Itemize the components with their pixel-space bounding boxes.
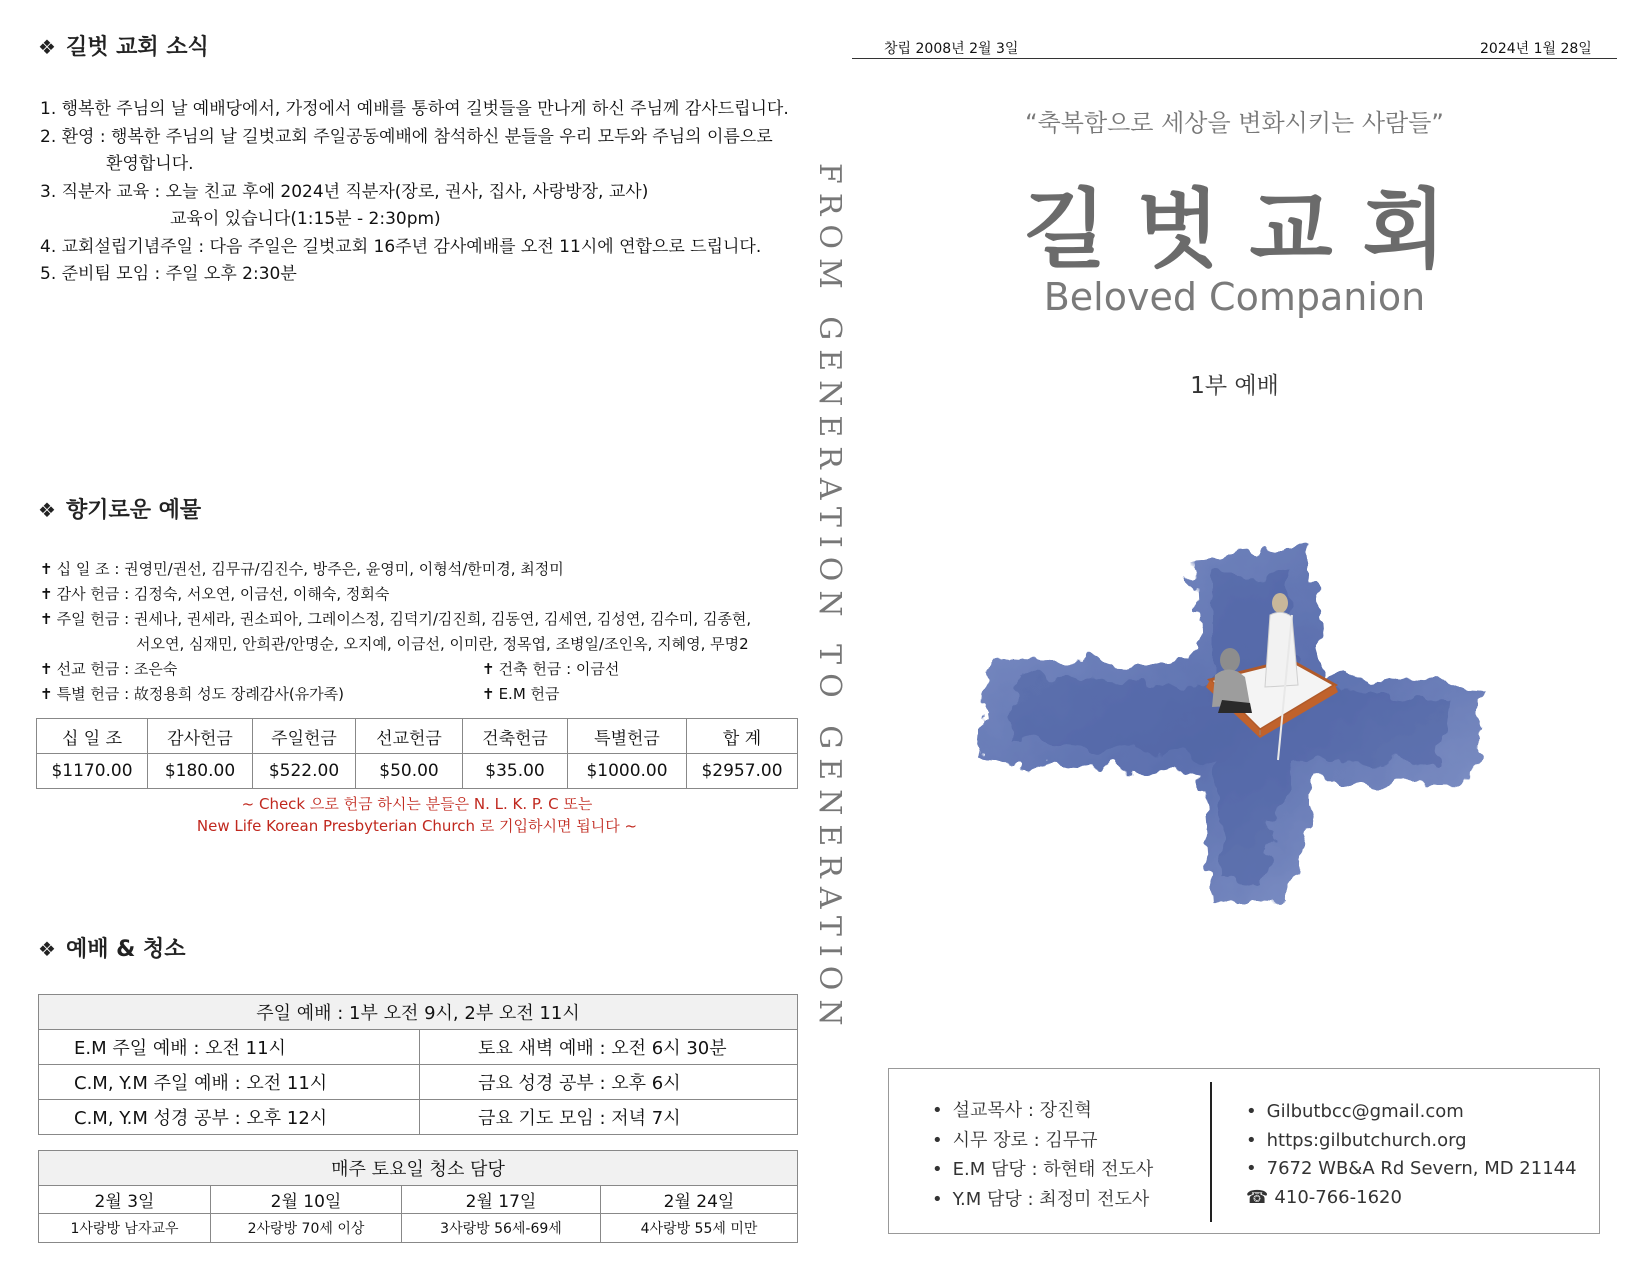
diamond-four-icon: ❖ [38,937,56,961]
service-label: 1부 예배 [1190,373,1279,399]
church-name: 길벗교회 [1023,180,1476,280]
table-cell: $50.00 [356,754,463,789]
table-cell: 금요 성경 공부 : 오후 6시 [420,1065,798,1100]
bulletin-date: 2024년 1월 28일 [1480,41,1592,57]
table-cell: $35.00 [463,754,568,789]
phone-number: 410-766-1620 [1274,1186,1402,1208]
list-item: • 7672 WB&A Rd Severn, MD 21144 [1246,1158,1577,1179]
news-list [40,96,810,289]
cross-illustration [960,535,1500,915]
table-cell: C.M, Y.M 성경 공부 : 오후 12시 [39,1100,420,1135]
em-offering: ✝ E.M 헌금 [482,685,560,703]
cleaning-table [38,1150,798,1243]
table-header: 건축헌금 [463,719,568,754]
list-item: • 시무 장로 : 김무규 [932,1129,1098,1151]
diamond-four-icon: ❖ [38,35,56,59]
list-item: • E.M 담당 : 하현태 전도사 [932,1159,1154,1180]
staff-list [932,1096,1153,1214]
website-link[interactable]: https:gilbutchurch.org [1266,1129,1467,1151]
english-name: Beloved Companion [1043,275,1426,319]
slogan: “축복함으로 세상을 변화시키는 사람들” [1025,109,1444,137]
founded-date: 창립 2008년 2월 3일 [884,41,1019,57]
worship-header: 주일 예배 : 1부 오전 9시, 2부 오전 11시 [39,995,798,1030]
list-item: • 설교목사 : 장진혁 [932,1100,1092,1121]
table-header: 선교헌금 [356,719,463,754]
table-cell: 2월 3일 [39,1186,211,1214]
email-link[interactable]: Gilbutbcc@gmail.com [1266,1101,1464,1122]
table-cell: 3사랑방 56세-69세 [402,1214,601,1243]
special-em-row: ✝ 특별 헌금 : 故정용희 성도 장례감사(유가족) ✝ E.M 헌금 [40,682,800,707]
latin-cross-icon: ✝ [482,660,495,678]
news-section-title: ❖ 길벗 교회 소식 [38,35,209,60]
table-header-row [39,1151,798,1186]
list-item: • Y.M 담당 : 최정미 전도사 [932,1188,1150,1210]
building-offering: ✝ 건축 헌금 : 이금선 [482,660,620,678]
latin-cross-icon: ✝ [40,560,53,578]
table-cell: E.M 주일 예배 : 오전 11시 [39,1030,420,1065]
table-header: 주일헌금 [253,719,356,754]
table-header: 감사헌금 [148,719,253,754]
table-header-row [37,719,798,754]
table-cell: $2957.00 [687,754,798,789]
list-item: • Gilbutbcc@gmail.com [1246,1101,1464,1122]
table-header-row [39,995,798,1030]
address-text: 7672 WB&A Rd Severn, MD 21144 [1266,1158,1577,1179]
table-cell: 2월 17일 [402,1186,601,1214]
diamond-four-icon: ❖ [38,498,56,522]
sunday-offering-row: ✝ 주일 헌금 : 권세나, 권세라, 권소피아, 그레이스정, 김덕기/김진희, 김동연, 김세연, 김성연, 김수미, 김종현, [40,610,752,628]
blue-cross-icon [980,545,1480,905]
table-row [39,1214,798,1243]
table-row [39,1065,798,1100]
latin-cross-icon: ✝ [40,585,53,603]
table-cell: 금요 기도 모임 : 저녁 7시 [420,1100,798,1135]
table-cell: $1000.00 [568,754,687,789]
worship-section-title: ❖ 예배 & 청소 [38,937,186,962]
latin-cross-icon: ✝ [40,685,53,703]
table-row [39,1100,798,1135]
worship-schedule-table [38,994,798,1135]
vertical-motto: FROM GENERATION TO GENERATION [812,163,847,1035]
table-cell: $180.00 [148,754,253,789]
offering-total-table [36,718,798,789]
table-cell: $522.00 [253,754,356,789]
offering-section-title: ❖ 향기로운 예물 [38,498,202,523]
contact-list [1246,1098,1577,1212]
thanks-row: ✝ 감사 헌금 : 김정숙, 서오연, 이금선, 이해숙, 정회숙 [40,585,390,603]
table-cell: 2월 10일 [211,1186,402,1214]
table-header: 십 일 조 [37,719,148,754]
table-cell: 4사랑방 55세 미만 [601,1214,798,1243]
table-row [39,1186,798,1214]
table-row [37,754,798,789]
telephone-icon: ☎ [1246,1186,1269,1208]
latin-cross-icon: ✝ [40,660,53,678]
tithe-row: ✝ 십 일 조 : 권영민/권선, 김무규/김진수, 방주은, 윤영미, 이형석/한미경, 최정미 [40,560,564,578]
mission-building-row: ✝ 선교 헌금 : 조은숙 ✝ 건축 헌금 : 이금선 [40,657,800,682]
table-header: 합 계 [687,719,798,754]
header-divider [852,58,1617,59]
table-cell: 토요 새벽 예배 : 오전 6시 30분 [420,1030,798,1065]
list-item: • https:gilbutchurch.org [1246,1129,1467,1151]
latin-cross-icon: ✝ [40,610,53,628]
news-item: 3. 직분자 교육 : 오늘 친교 후에 2024년 직분자(장로, 권사, 집사, 사랑방장, 교사) 교육이 있습니다(1:15분 - 2:30pm) [40,181,649,229]
table-cell: $1170.00 [37,754,148,789]
table-cell: 2월 24일 [601,1186,798,1214]
info-divider [1210,1082,1212,1222]
latin-cross-icon: ✝ [482,685,495,703]
news-item: 2. 환영 : 행복한 주님의 날 길벗교회 주일공동예배에 참석하신 분들을 우리 모두와 주님의 이름으로 환영합니다. [40,126,773,174]
news-item: 4. 교회설립기념주일 : 다음 주일은 길벗교회 16주년 감사예배를 오전 11시에 연합으로 드립니다. [40,236,762,257]
table-cell: 1사랑방 남자교우 [39,1214,211,1243]
table-cell: 2사랑방 70세 이상 [211,1214,402,1243]
list-item [1246,1184,1577,1213]
table-row [39,1030,798,1065]
check-note: ~ Check 으로 헌금 하시는 분들은 N. L. K. P. C 또는 New Life Korean Presbyterian Church 로 기입하시면 됩니다 ~ [196,795,638,835]
offering-list [40,557,800,707]
sunday-offering-row-cont: 서오연, 심재민, 안희관/안명순, 오지예, 이금선, 이미란, 정목엽, 조병일/조인옥, 지혜영, 무명2 [136,635,749,653]
news-item: 1. 행복한 주님의 날 예배당에서, 가정에서 예배를 통하여 길벗들을 만나게 하신 주님께 감사드립니다. [40,99,789,119]
news-item: 5. 준비팀 모임 : 주일 오후 2:30분 [40,264,297,284]
table-header: 특별헌금 [568,719,687,754]
cleaning-header: 매주 토요일 청소 담당 [39,1151,798,1186]
table-cell: C.M, Y.M 주일 예배 : 오전 11시 [39,1065,420,1100]
